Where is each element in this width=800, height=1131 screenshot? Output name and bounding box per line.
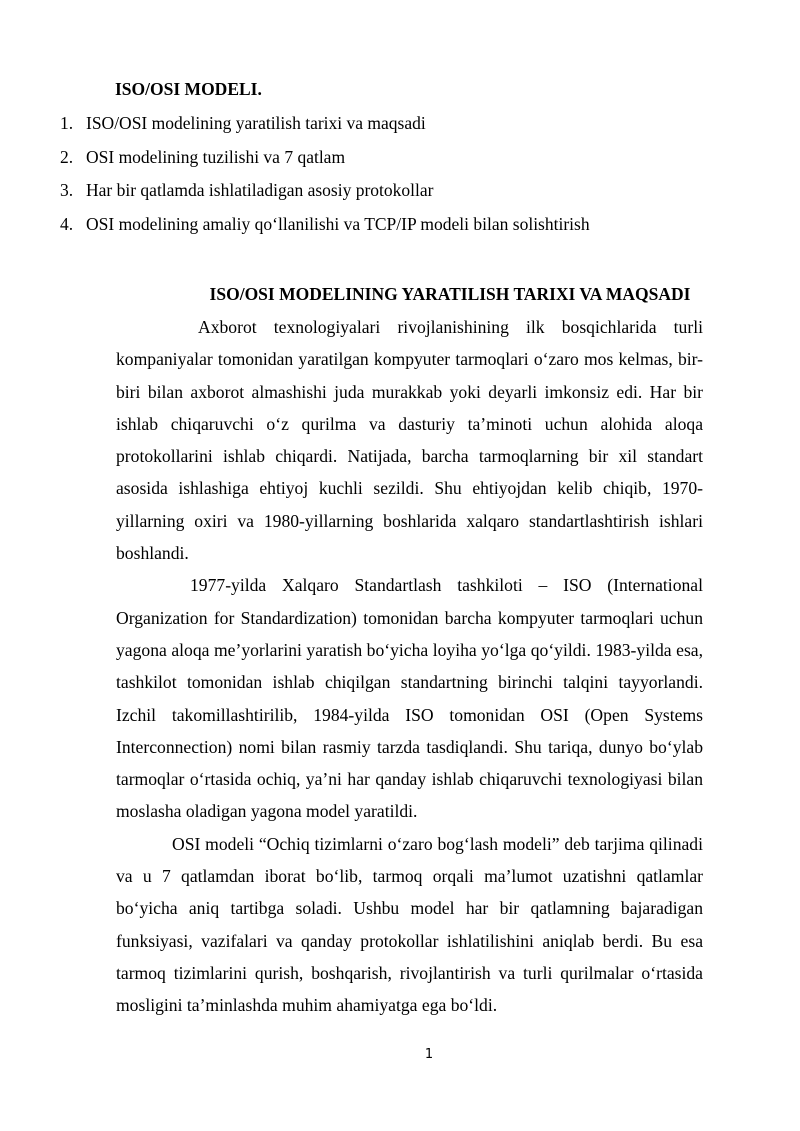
body-text: [116, 311, 703, 1022]
toc-item-number: 4.: [60, 213, 74, 234]
toc-item-number: 3.: [60, 180, 74, 200]
toc-item-number: 1.: [60, 113, 74, 133]
toc-item: [60, 146, 760, 180]
paragraph: OSI modeli “Ochiq tizimlarni o‘zaro bog‘lash modeli” deb tarjima qilinadi va u 7 qatlamdan iborat bo‘lib, tarmoq orqali ma’lumot uzatishni qatlamlar bo‘yicha aniq tartibga soladi. Ushbu model har bir qatlamning bajaradigan funksiyasi, vazifalari va qanday protokollar ishlatilishini aniqlab berdi. Bu esa tarmoq tizimlarini qurish, boshqarish, rivojlantirish va turli qurilmalar o‘rtasida mosligini ta’minlashda muhim ahamiyatga ega bo‘ldi.: [116, 833, 703, 1016]
page-title: ISO/OSI MODELI.: [115, 79, 262, 99]
toc-item-text: Har bir qatlamda ishlatiladigan asosiy protokollar: [86, 180, 434, 200]
paragraph: Axborot texnologiyalari rivojlanishining ilk bosqichlarida turli kompaniyalar tomonidan yaratilgan kompyuter tarmoqlari o‘zaro mos kelmas, bir-biri bilan axborot almashishi juda murakkab yoki deyarli imkonsiz edi. Har bir ishlab chiqaruvchi o‘z qurilma va dasturiy ta’minoti uchun alohida aloqa protokollarini ishlab chiqardi. Natijada, barcha tarmoqlarning bir xil standart asosida ishlashiga ehtiyoj kuchli sezildi. Shu ehtiyojdan kelib chiqib, 1970-yillarning oxiri va 1980-yillarning boshlarida xalqaro standartlashtirish ishlari boshlandi.: [116, 317, 703, 564]
toc-item: [60, 112, 760, 146]
toc-item-number: 2.: [60, 146, 74, 167]
paragraph: 1977-yilda Xalqaro Standartlash tashkiloti – ISO (International Organization for Standardization) tomonidan barcha kompyuter tarmoqlari uchun yagona aloqa me’yorlarini yaratish bo‘yicha loyiha yo‘lga qo‘yildi. 1983-yilda esa, tashkilot tomonidan ishlab chiqilgan standartning birinchi talqini tayyorlandi. Izchil takomillashtirilib, 1984-yilda ISO tomonidan OSI (Open Systems Interconnection) nomi bilan rasmiy tarzda tasdiqlandi. Shu tariqa, dunyo bo‘ylab tarmoqlar o‘rtasida ochiq, ya’ni har qanday ishlab chiqaruvchi texnologiyasi bilan moslasha oladigan yagona model yaratildi.: [116, 575, 703, 822]
page-number: 1: [424, 1047, 434, 1062]
toc-item-text: ISO/OSI modelining yaratilish tarixi va maqsadi: [86, 113, 426, 133]
toc-item-text: OSI modelining tuzilishi va 7 qatlam: [86, 146, 346, 167]
toc-item: [60, 179, 760, 213]
toc-item-text: OSI modelining amaliy qo‘llanilishi va TCP/IP modeli bilan solishtirish: [86, 213, 590, 234]
toc-item: [60, 213, 760, 247]
table-of-contents: [60, 112, 760, 246]
section-heading: ISO/OSI MODELINING YARATILISH TARIXI VA MAQSADI: [209, 284, 691, 304]
